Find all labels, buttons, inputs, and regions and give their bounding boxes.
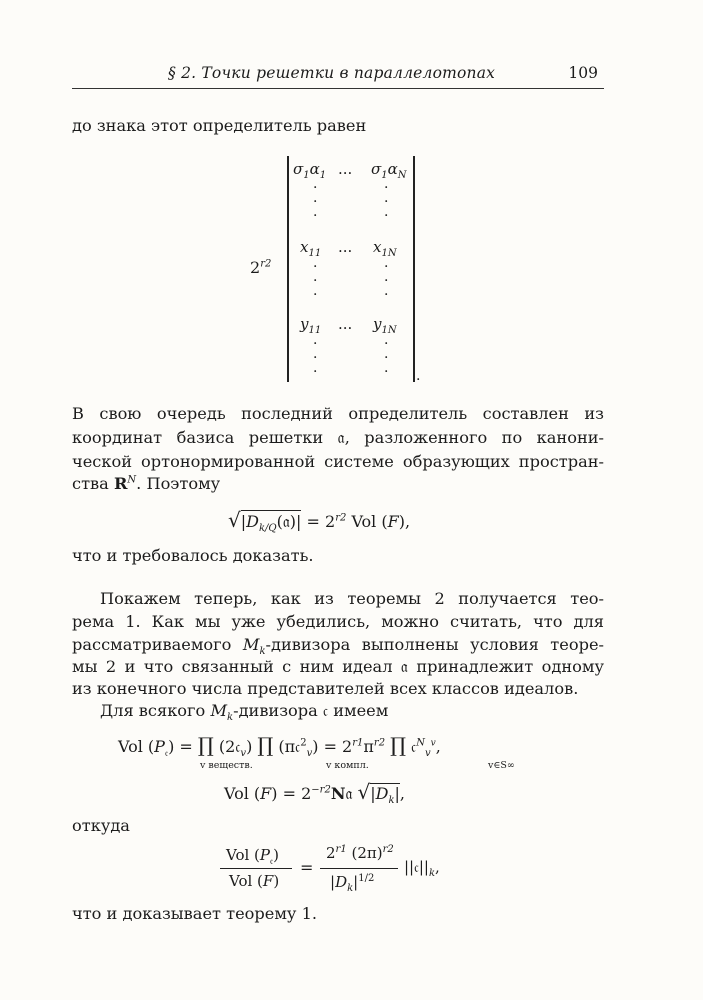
- det-left-bar: [287, 156, 289, 382]
- det-factor: $2^{r2}$: [250, 258, 272, 277]
- fraction-right-den: $|D_k|^{1/2}$: [330, 873, 375, 894]
- formula-discriminant: $√|D_{k/Q}(𝔞)| = 2^{r2}$ Vol (F),: [228, 508, 411, 535]
- det-vdots: · · ·: [313, 180, 318, 224]
- fraction-right-bar: [320, 868, 398, 869]
- det-row2-right: $x_{1N}$: [373, 238, 397, 259]
- paragraph-conclusion: что и доказывает теорему 1.: [72, 904, 318, 923]
- page-number: 109: [568, 64, 598, 82]
- det-row2-left: $x_{11}$: [300, 238, 322, 259]
- det-row3-left: $y_{11}$: [300, 315, 322, 336]
- fraction-left-bar: [220, 868, 292, 869]
- paragraph-line: Покажем теперь, как из теоремы 2 получается тео-: [100, 589, 604, 608]
- sub-real: v веществ.: [200, 760, 253, 771]
- fraction-left-num: Vol $(P_𝔠)$: [226, 846, 280, 867]
- paragraph-line: ства $R^N$. Поэтому: [72, 474, 221, 493]
- det-vdots: · · ·: [384, 259, 389, 303]
- fraction-left-den: Vol (F): [229, 872, 280, 890]
- det-right-bar: [413, 156, 415, 382]
- sub-s-infinity: v∈S∞: [488, 760, 515, 771]
- det-vdots: · · ·: [313, 336, 318, 380]
- paragraph-line: рассматриваемого $M_k$-дивизора выполнены условия теоре-: [72, 635, 605, 658]
- paragraph-intro: до знака этот определитель равен: [72, 116, 367, 135]
- det-row3-dots: ...: [338, 315, 353, 333]
- det-period: .: [416, 368, 421, 384]
- det-vdots: · · ·: [384, 180, 389, 224]
- paragraph-line: Для всякого $M_k$-дивизора 𝔠 имеем: [100, 701, 389, 724]
- paragraph-line: из конечного числа представителей всех классов идеалов.: [72, 679, 579, 698]
- formula-volume-f: Vol $(F) = 2^{-r2}N𝔞$ $√|D_k|$,: [224, 780, 406, 807]
- det-factor-exponent: r2: [260, 258, 272, 270]
- det-row1-left: $\sigma_1\alpha_1$: [293, 160, 327, 181]
- det-row1-right: $\sigma_1\alpha_N$: [371, 160, 407, 181]
- sub-complex: v компл.: [326, 760, 369, 771]
- running-header: [72, 64, 604, 89]
- det-row3-right: $y_{1N}$: [373, 315, 397, 336]
- paragraph-line: рема 1. Как мы уже убедились, можно считать, что для: [72, 612, 604, 631]
- det-row2-dots: ...: [338, 238, 353, 256]
- paragraph-whence: откуда: [72, 816, 130, 835]
- paragraph-line: мы 2 и что связанный с ним идеал 𝔞 принадлежит одному: [72, 657, 604, 676]
- paragraph-qed: что и требовалось доказать.: [72, 546, 314, 565]
- det-vdots: · · ·: [313, 259, 318, 303]
- norm-expression: $||𝔠||_k$,: [404, 858, 440, 879]
- fraction-right-num: $2^{r1}$ $(2\pi)^{r2}$: [326, 844, 394, 862]
- paragraph-line: координат базиса решетки 𝔞, разложенного по канони-: [72, 428, 604, 447]
- formula-volume-pc: Vol $(P_𝔠)$ = ∏ (2𝔠$_v$) ∏ (π𝔠$^2_v$) = $2^{r1}\pi^{r2}$ ∏ 𝔠$^N_v^v$,: [118, 733, 441, 760]
- det-row1-dots: ...: [338, 160, 353, 178]
- det-vdots: · · ·: [384, 336, 389, 380]
- paragraph-line: В свою очередь последний определитель составлен из: [72, 404, 604, 423]
- equals-sign: =: [300, 858, 314, 877]
- header-title: § 2. Точки решетки в параллелотопах: [168, 64, 496, 82]
- r-n-symbol: R: [113, 474, 128, 493]
- paragraph-line: ческой ортонормированной системе образующих простран-: [72, 452, 604, 471]
